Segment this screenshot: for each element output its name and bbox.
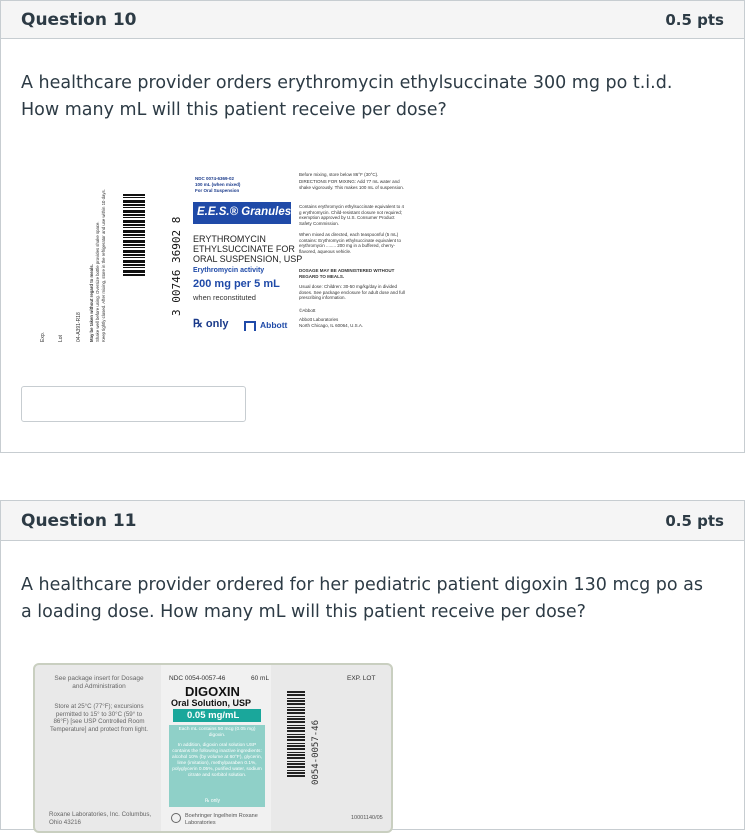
digoxin-volume: 60 mL	[251, 675, 270, 682]
question-10-text: A healthcare provider orders erythromycin ethylsuccinate 300 mg po t.i.d. How many mL will this patient receive per dose?	[21, 73, 673, 120]
label-right-4: When mixed as directed, each teaspoonful (5 mL) contains: Erythromycin ethylsuccinate equivalent to erythromycin ........ 200 mg in a buffered, cherry-flavored, aqueous vehicle.	[299, 232, 402, 254]
label-right-8: Abbott Laboratories	[299, 317, 339, 322]
digoxin-label-image	[33, 663, 393, 833]
digoxin-form: Oral Solution, USP	[171, 698, 252, 708]
label-code: 04-A391-R18	[76, 312, 82, 342]
question-11-header	[1, 501, 744, 541]
barcode-graphic	[123, 194, 145, 276]
question-10-points: 0.5 pts	[665, 10, 724, 29]
question-11-text: A healthcare provider ordered for her pediatric patient digoxin 130 mcg po as a loading dose. How many mL will this patient receive per dose?	[21, 575, 704, 622]
question-10-title: Question 10	[21, 9, 137, 30]
question-11-card	[0, 500, 745, 830]
label-right-2: DIRECTIONS FOR MIXING: Add 77 mL water and shake vigorously. This makes 100 mL of suspension.	[299, 179, 404, 190]
label-right-7: ©Abbott	[299, 308, 316, 313]
label-drug-line2: ETHYLSUCCINATE FOR	[193, 244, 295, 254]
label-lot: Lot	[58, 335, 64, 342]
digoxin-barcode-number: 0054-0057-46	[311, 719, 321, 785]
label-brand: E.E.S.® Granules	[197, 206, 292, 218]
label-activity: Erythromycin activity	[193, 267, 265, 274]
label-right-1: Before mixing, store below 86°F (30°C).	[299, 172, 379, 177]
digoxin-left-1: See package insert for Dosage and Administration	[54, 675, 144, 690]
label-right-9: North Chicago, IL 60064, U.S.A.	[299, 323, 364, 328]
question-11-title: Question 11	[21, 510, 137, 531]
question-10-answer-input[interactable]	[21, 386, 246, 422]
label-right-6: Usual dose: Children: 30-50 mg/kg/day in divided doses. See package enclosure for adult dose and full prescribing information.	[299, 284, 405, 301]
digoxin-drug: DIGOXIN	[185, 684, 240, 699]
label-rx-only: ℞ only	[193, 318, 229, 330]
label-reconstituted: when reconstituted	[193, 293, 256, 302]
digoxin-exp-lot: EXP. LOT	[347, 675, 376, 682]
boehringer-logo-icon	[171, 813, 181, 823]
label-volume: 100 mL (when mixed)	[195, 182, 241, 187]
label-drug-line1: ERYTHROMYCIN	[193, 234, 266, 244]
label-for-oral: For Oral Suspension	[195, 188, 240, 193]
digoxin-lot-code: 10001140/05	[351, 815, 383, 821]
digoxin-ndc: NDC 0054-0057-46	[169, 675, 226, 682]
question-11-points: 0.5 pts	[665, 511, 724, 530]
digoxin-left-2: Store at 25°C (77°F); excursions permitted to 15° to 30°C (59° to 86°F) [see USP Controlled Room Temperature] and protect from light.	[49, 703, 148, 733]
label-company-logo: Abbott	[260, 320, 288, 330]
digoxin-rx-only: ℞ only	[205, 798, 221, 804]
label-strength: 200 mg per 5 mL	[193, 278, 280, 290]
label-ndc: NDC 0074-6369-02	[195, 176, 235, 181]
digoxin-desc-2: In addition, digoxin oral solution USP contains the following inactive ingredients: alcohol 10% (by volume at 60°F), glycerin, lime (imitation), methylparaben 0.1%, polyglycerin 0.05%, purified water, sodium citrate and sorbitol solution.	[172, 743, 262, 778]
digoxin-desc-1: Each mL contains 50 mcg (0.05 mg) digoxin.	[178, 727, 256, 738]
label-side-warning-bold: May be taken without regard to meals.	[89, 264, 94, 342]
digoxin-barcode-graphic	[287, 691, 305, 779]
label-right-3: Contains erythromycin ethylsuccinate equivalent to 4 g erythromycin. Child-resistant closure not required; exemption approved by U.S. Consumer Product Safety Commission.	[299, 204, 405, 226]
digoxin-left-3: Roxane Laboratories, Inc. Columbus, Ohio 43216	[49, 811, 152, 826]
label-exp: Exp.	[40, 331, 46, 342]
digoxin-logo-text: Boehringer Ingelheim Roxane Laboratories	[185, 813, 258, 826]
question-10-header	[1, 1, 744, 39]
label-side-warning-1: Shake well before using. Oversize bottle provides shake space.	[95, 221, 100, 342]
label-right-5: DOSAGE MAY BE ADMINISTERED WITHOUT REGARD TO MEALS.	[299, 268, 395, 279]
label-side-warning-2: Keep tightly closed. After mixing, store in the refrigerator and use within 10 days.	[101, 189, 106, 342]
abbott-logo-icon	[244, 321, 256, 331]
barcode-number: 3 00746 36902 8	[170, 216, 183, 316]
digoxin-strength: 0.05 mg/mL	[187, 710, 240, 721]
erythromycin-label-image	[33, 164, 413, 344]
label-drug-line3: ORAL SUSPENSION, USP	[193, 254, 303, 264]
